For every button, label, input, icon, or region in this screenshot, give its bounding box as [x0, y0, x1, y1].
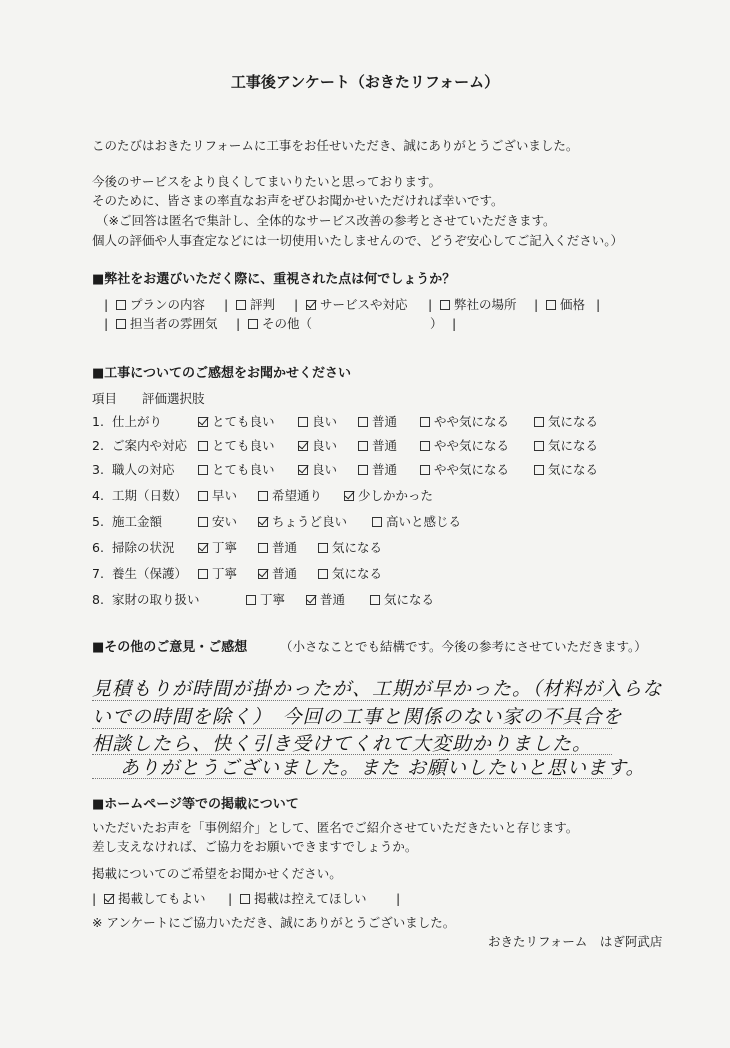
checkbox[interactable] [370, 595, 380, 605]
intro-line-2: 今後のサービスをより良くしてまいりたいと思っております。 [92, 174, 442, 189]
rating-option[interactable]: 気になる [534, 462, 598, 478]
rating-option[interactable]: やや気になる [420, 414, 509, 430]
checkbox[interactable] [534, 441, 544, 451]
row-number: 1. [92, 414, 104, 429]
checkbox[interactable] [420, 441, 430, 451]
checkbox[interactable] [318, 543, 328, 553]
divider: | [224, 297, 229, 312]
rating-option[interactable]: 普通 [306, 592, 345, 608]
rating-option[interactable]: 丁寧 [198, 540, 237, 556]
rating-option[interactable]: 気になる [534, 438, 598, 454]
rating-option[interactable]: とても良い [198, 438, 275, 454]
rating-option[interactable]: 良い [298, 438, 337, 454]
rating-option[interactable]: 安い [198, 514, 237, 530]
checkbox[interactable] [306, 595, 316, 605]
checkbox[interactable] [248, 319, 258, 329]
divider: | [294, 297, 299, 312]
divider: | [92, 891, 97, 906]
q2-heading: ■工事についてのご感想をお聞かせください [92, 366, 352, 381]
q1-heading: ■弊社をお選びいただく際に、重視された点は何でしょうか？ [92, 272, 456, 287]
checkbox[interactable] [420, 417, 430, 427]
checkbox[interactable] [198, 543, 208, 553]
q1-option[interactable]: 価格 [546, 297, 585, 313]
checkbox[interactable] [306, 300, 316, 310]
page-title: 工事後アンケート（おきたリフォーム） [230, 73, 500, 91]
rating-option[interactable]: ちょうど良い [258, 514, 347, 530]
handwritten-comment-line: ありがとうございました。また お願いしたいと思います。 [120, 757, 646, 779]
rating-option[interactable]: 気になる [318, 566, 382, 582]
checkbox[interactable] [104, 894, 114, 904]
divider: | [452, 316, 457, 331]
row-number: 6. [92, 540, 104, 555]
intro-line-3: そのために、皆さまの率直なお声をぜひお聞かせいただければ幸いです。 [92, 193, 504, 208]
row-label: 施工金額 [112, 514, 163, 529]
checkbox[interactable] [116, 319, 126, 329]
q1-option[interactable]: 弊社の場所 [440, 297, 517, 313]
checkbox[interactable] [534, 417, 544, 427]
other-close: ） [430, 316, 443, 331]
q3-note: （小さなことでも結構です。今後の参考にさせていただきます。） [280, 639, 647, 654]
rating-option[interactable]: やや気になる [420, 438, 509, 454]
handwritten-comment-line: 見積もりが時間が掛かったが、工期が早かった。（材料が入らな [92, 678, 663, 700]
rating-option[interactable]: 早い [198, 488, 237, 504]
col-item: 項目 [92, 391, 118, 406]
rating-option[interactable]: 気になる [370, 592, 434, 608]
row-label: 家財の取り扱い [112, 592, 200, 607]
rating-option[interactable]: 少しかかった [344, 488, 433, 504]
divider: | [104, 316, 109, 331]
q3-heading: ■その他のご意見・ご感想 [92, 640, 248, 655]
q1-option[interactable]: 担当者の雰囲気 [116, 316, 218, 332]
divider: | [428, 297, 433, 312]
row-number: 5. [92, 514, 104, 529]
row-number: 8. [92, 592, 104, 607]
row-number: 3. [92, 462, 104, 477]
checkbox[interactable] [440, 300, 450, 310]
divider: | [104, 297, 109, 312]
footer-thanks: ※ アンケートにご協力いただき、誠にありがとうございました。 [92, 915, 456, 930]
q4-line-3: 掲載についてのご希望をお聞かせください。 [92, 866, 342, 881]
q4-heading: ■ホームページ等での掲載について [92, 797, 299, 812]
rating-option[interactable]: 良い [298, 462, 337, 478]
divider: | [596, 297, 601, 312]
rating-option[interactable]: とても良い [198, 414, 275, 430]
rating-option[interactable]: とても良い [198, 462, 275, 478]
checkbox[interactable] [534, 465, 544, 475]
intro-line-5: 個人の評価や人事査定などには一切使用いたしませんので、どうぞ安心してご記入ください。） [92, 233, 624, 248]
checkbox[interactable] [258, 569, 268, 579]
q1-option[interactable]: プランの内容 [116, 297, 205, 313]
rating-option[interactable]: 丁寧 [246, 592, 285, 608]
row-label: ご案内や対応 [112, 438, 188, 453]
rating-option[interactable]: 希望通り [258, 488, 322, 504]
row-number: 4. [92, 488, 104, 503]
row-label: 職人の対応 [112, 462, 175, 477]
checkbox[interactable] [258, 517, 268, 527]
handwritten-comment-line: いでの時間を除く） 今回の工事と関係のない家の不具合を [92, 706, 623, 728]
checkbox[interactable] [258, 543, 268, 553]
q4-line-1: いただいたお声を「事例紹介」として、匿名でご紹介させていただきたいと存じます。 [92, 820, 579, 835]
row-label: 養生（保護） [112, 566, 188, 581]
checkbox[interactable] [358, 441, 368, 451]
handwritten-comment-line: 相談したら、快く引き受けてくれて大変助かりました。 [92, 733, 593, 755]
row-number: 7. [92, 566, 104, 581]
checkbox[interactable] [116, 300, 126, 310]
checkbox[interactable] [298, 417, 308, 427]
checkbox[interactable] [198, 517, 208, 527]
q4-line-2: 差し支えなければ、ご協力をお願いできますでしょうか。 [92, 839, 418, 854]
checkbox[interactable] [298, 441, 308, 451]
rating-option[interactable]: 気になる [318, 540, 382, 556]
rating-option[interactable]: 普通 [258, 540, 297, 556]
checkbox[interactable] [344, 491, 354, 501]
checkbox[interactable] [358, 417, 368, 427]
intro-line-4: （※ご回答は匿名で集計し、全体的なサービス改善の参考とさせていただきます。 [96, 213, 556, 228]
row-number: 2. [92, 438, 104, 453]
checkbox[interactable] [358, 465, 368, 475]
checkbox[interactable] [298, 465, 308, 475]
divider: | [534, 297, 539, 312]
checkbox[interactable] [198, 417, 208, 427]
rating-option[interactable]: 気になる [534, 414, 598, 430]
publish-option[interactable]: 掲載してもよい [104, 891, 206, 907]
row-label: 掃除の状況 [112, 540, 175, 555]
q1-option[interactable]: 評判 [236, 297, 275, 313]
rating-option[interactable]: 普通 [258, 566, 297, 582]
checkbox[interactable] [546, 300, 556, 310]
checkbox[interactable] [372, 517, 382, 527]
row-label: 仕上がり [112, 414, 163, 429]
checkbox[interactable] [318, 569, 328, 579]
q1-option[interactable]: サービスや対応 [306, 297, 408, 313]
rating-option[interactable]: やや気になる [420, 462, 509, 478]
checkbox[interactable] [420, 465, 430, 475]
intro-line-1: このたびはおきたリフォームに工事をお任せいただき、誠にありがとうございました。 [92, 138, 579, 153]
checkbox[interactable] [258, 491, 268, 501]
checkbox[interactable] [198, 465, 208, 475]
rating-option[interactable]: 普通 [358, 438, 397, 454]
rating-option[interactable]: 高いと感じる [372, 514, 461, 530]
divider: | [228, 891, 233, 906]
checkbox[interactable] [240, 894, 250, 904]
divider: | [396, 891, 401, 906]
rating-option[interactable]: 普通 [358, 462, 397, 478]
checkbox[interactable] [198, 441, 208, 451]
q1-option[interactable]: その他（ [248, 316, 312, 332]
publish-option[interactable]: 掲載は控えてほしい [240, 891, 367, 907]
rating-option[interactable]: 丁寧 [198, 566, 237, 582]
checkbox[interactable] [198, 569, 208, 579]
shop-name: おきたリフォーム はぎ阿武店 [488, 934, 663, 949]
col-choice: 評価選択肢 [142, 391, 205, 406]
checkbox[interactable] [246, 595, 256, 605]
checkbox[interactable] [198, 491, 208, 501]
divider: | [236, 316, 241, 331]
row-label: 工期（日数） [112, 488, 188, 503]
rating-option[interactable]: 良い [298, 414, 337, 430]
checkbox[interactable] [236, 300, 246, 310]
rating-option[interactable]: 普通 [358, 414, 397, 430]
